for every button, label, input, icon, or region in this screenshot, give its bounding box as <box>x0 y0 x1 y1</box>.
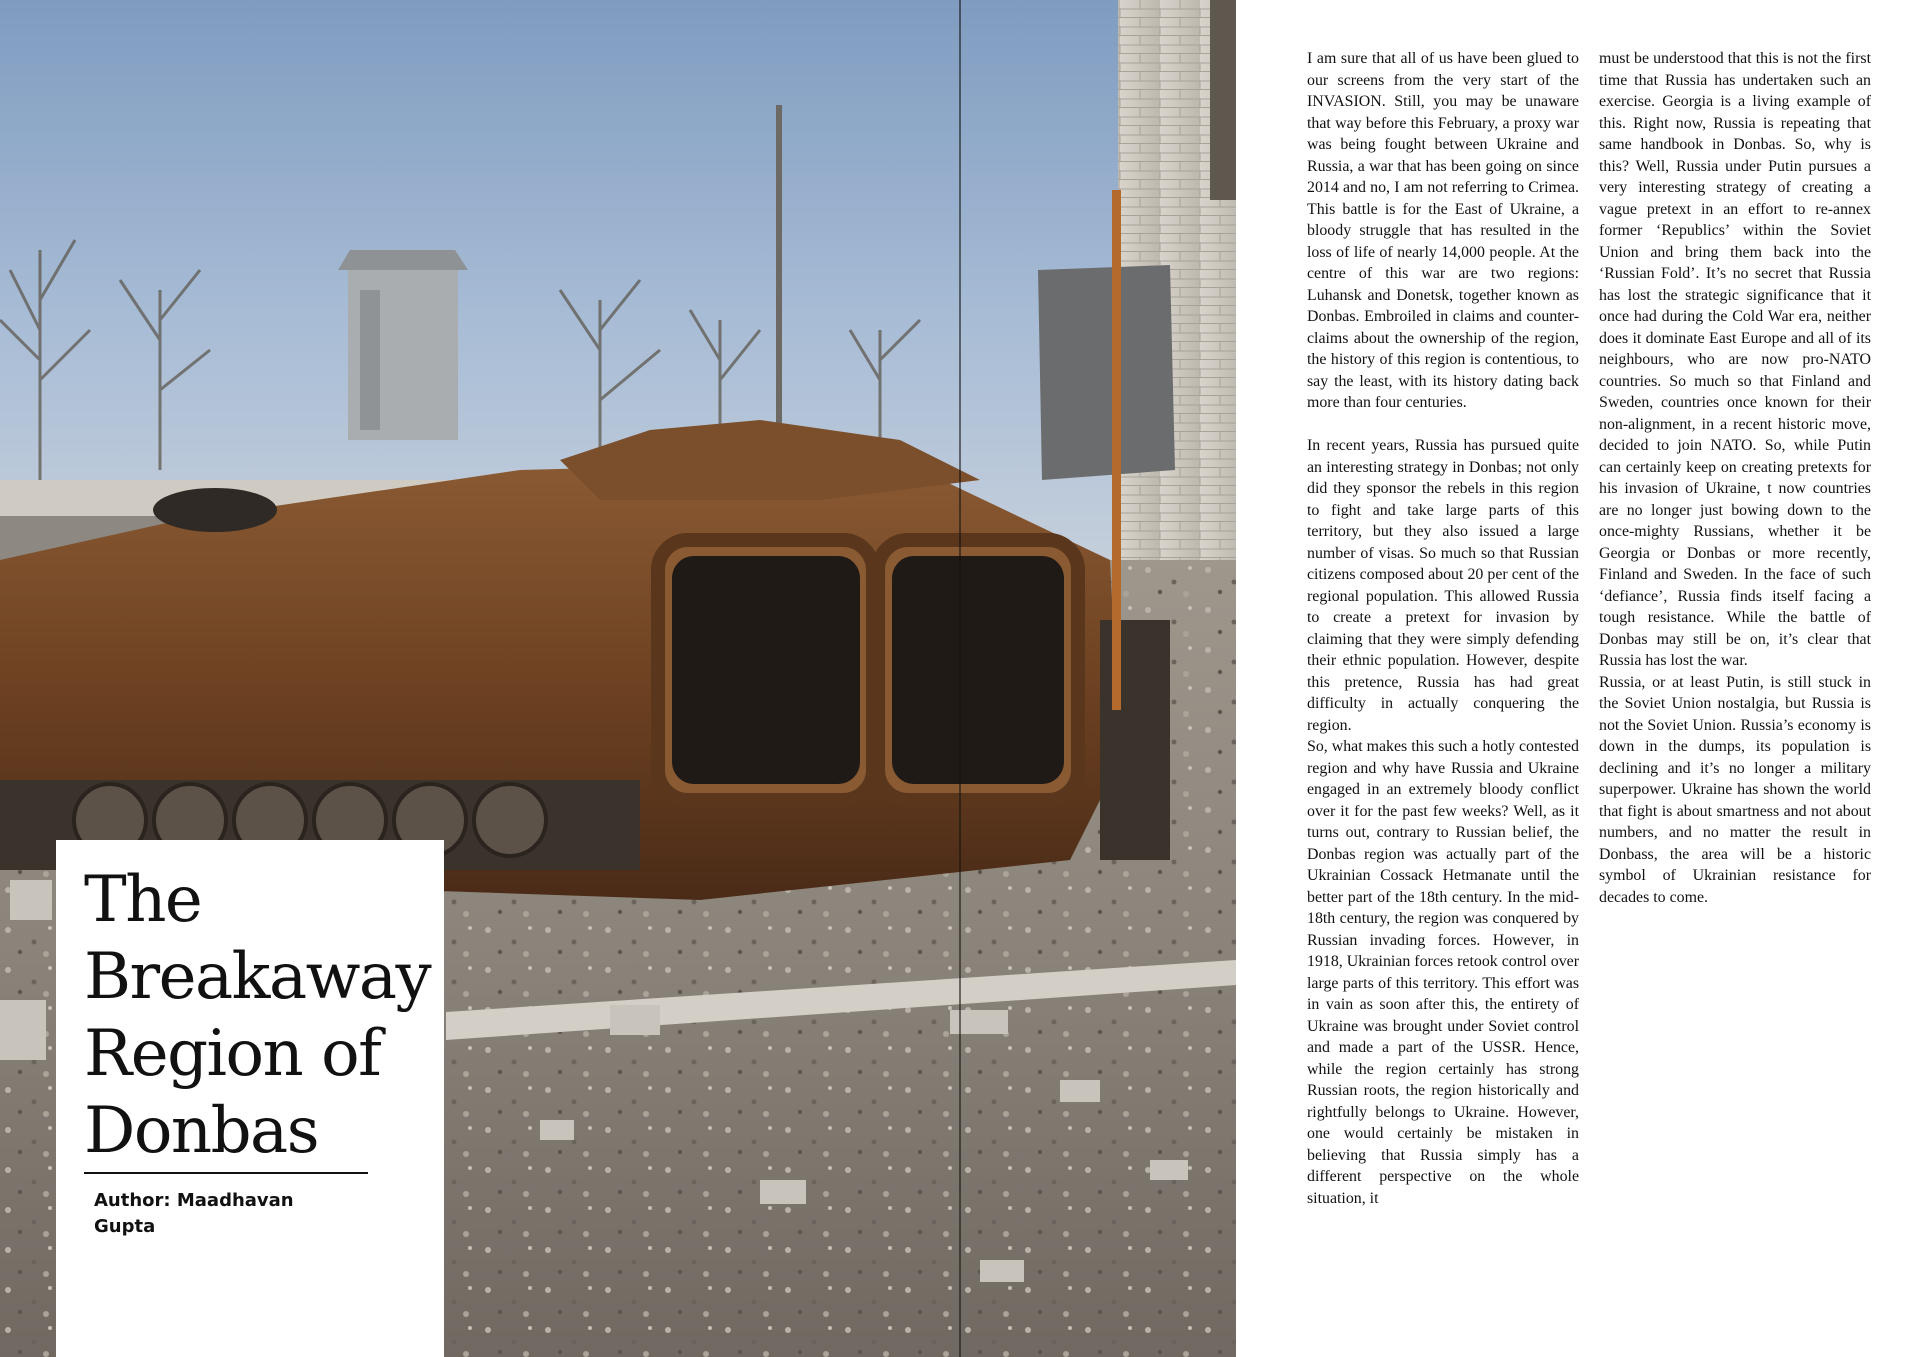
paragraph: I am sure that all of us have been glued to our screens from the very start of the INVASION. Still, you may be unaware that way before this February, a proxy war was being fought between Ukraine and Russia, a war that has been going on since 2014 and no, I am not referring to Crimea. This battle is for the East of Ukraine, a bloody struggle that has resulted in the loss of life of nearly 14,000 people. At the centre of this war are two regions: Luhansk and Donetsk, together known as Donbas. Embroiled in claims and counter-claims about the ownership of the region, the history of this region is contentious, to say the least, with its history dating back more than four centuries. <box>1307 50 1579 411</box>
text-column-1 <box>1307 48 1579 1209</box>
spread-gutter-line <box>959 0 961 1357</box>
paragraph: must be understood that this is not the first time that Russia has undertaken such an exercise. Georgia is a living example of this. Right now, Russia is repeating that same handbook in Donbas. So, why is this? Well, Russia under Putin pursues a very interesting strategy of creating a vague pretext in an effort to re-annex former ‘Republics’ within the Soviet Union and bring them back into the ‘Russian Fold’. It’s no secret that Russia has lost the strategic significance that it once had during the Cold War era, neither does it dominate East Europe and all of its neighbours, who are now pro-NATO countries. So much so that Finland and Sweden, countries once known for their non-alignment, in a recent historic move, decided to join NATO. So, while Putin can certainly keep on creating pretexts for his invasion of Ukraine, t now countries are no longer just bowing down to the once-mighty Russians, whether it be Georgia or Donbas or more recently, Finland and Sweden. In the face of such ‘defiance’, Russia finds itself facing a tough resistance. While the battle of Donbas may still be on, it’s clear that Russia has lost the war. <box>1599 50 1871 669</box>
paragraph: Russia, or at least Putin, is still stuck in the Soviet Union nostalgia, but Russia is not the Soviet Union. Russia’s economy is down in the dumps, its population is declining and it’s no longer a military superpower. Ukraine has shown the world that fight is about smartness and not about numbers, and no matter the result in Donbass, the area will be a historic symbol of Ukrainian resistance for decades to come. <box>1599 673 1871 906</box>
article-title: The Breakaway Region of Donbas <box>84 863 431 1168</box>
text-column-2 <box>1599 48 1871 908</box>
paragraph: In recent years, Russia has pursued quite an interesting strategy in Donbas; not only did they sponsor the rebels in this region to fight and take large parts of this territory, but they also issued a large number of visas. So much so that Russian citizens composed about 20 per cent of the regional population. This allowed Russia to create a pretext for invasion by claiming that they were simply defending their ethnic population. However, despite this pretence, Russia has had great difficulty in actually conquering the region. <box>1307 437 1579 734</box>
article-body <box>1307 48 1871 1328</box>
article-author: Author: Maadhavan Gupta <box>94 1190 294 1237</box>
title-card <box>56 840 444 1357</box>
title-divider <box>84 1172 368 1174</box>
paragraph: So, what makes this such a hotly contested region and why have Russia and Ukraine engaged in an extremely bloody conflict over it for the past few weeks? Well, as it turns out, contrary to Russian belief, the Donbas region was actually part of the Ukrainian Cossack Hetmanate until the better part of the 18th century. In the mid-18th century, the region was conquered by Russian invading forces. However, in 1918, Ukrainian forces retook control over large parts of this territory. This effort was in vain as soon after this, the entirety of Ukraine was brought under Soviet control and made a part of the USSR. Hence, while the region certainly has strong Russian roots, the region historically and rightfully belongs to Ukraine. However, one would certainly be mistaken in believing that Russia simply has a different perspective on the whole situation, it <box>1307 738 1579 1207</box>
